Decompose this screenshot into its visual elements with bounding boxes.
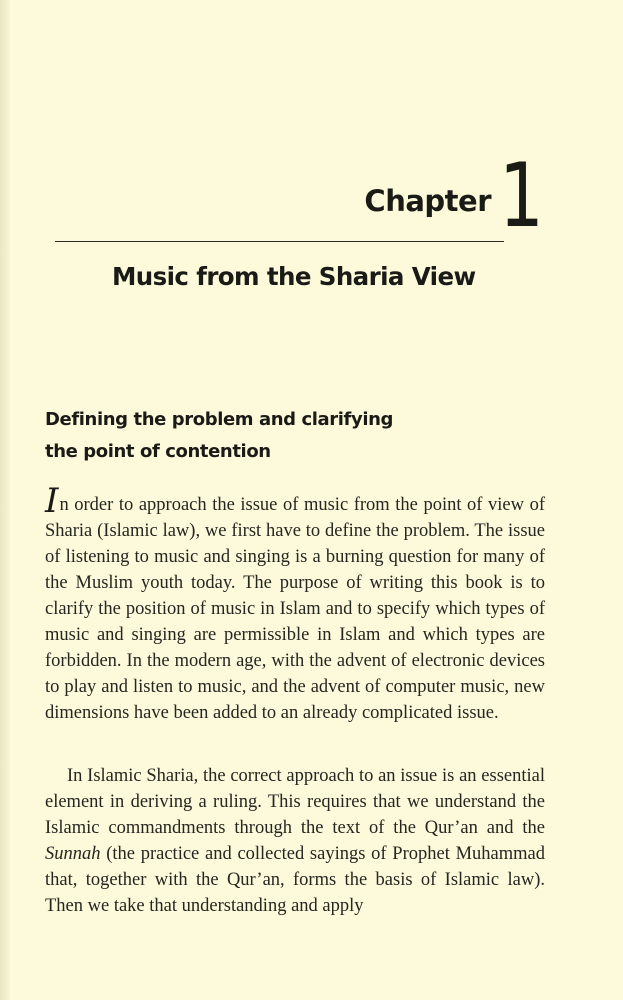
paragraph-2-block (45, 763, 545, 919)
chapter-heading (364, 144, 555, 247)
chapter-number: 1 (499, 144, 544, 247)
chapter-title: Music from the Sharia View (112, 262, 476, 291)
section-heading (45, 404, 525, 468)
chapter-label: Chapter (364, 184, 491, 218)
paragraph-2-text-a: In Islamic Sharia, the correct approach to an issue is an essential element in deriving a ruling. This requires that we understand the Islamic commandments through the text of the Qur’an and the (45, 766, 545, 838)
paragraph-2-text-b: (the practice and collected sayings of Prophet Muhammad that, together with the Qur’an, forms the basis of Islamic law). Then we take that understanding and apply (45, 844, 545, 916)
chapter-divider (55, 241, 504, 242)
paragraph-2-italic-term: Sunnah (45, 844, 101, 864)
paragraph-2 (45, 763, 545, 919)
section-heading-line-2: the point of contention (45, 441, 271, 462)
section-heading-line-1: Defining the problem and clarifying (45, 409, 393, 430)
paragraph-1-text: n order to approach the issue of music from the point of view of Sharia (Islamic law), we first have to define the problem. The issue of listening to music and singing is a burning question for many of the Muslim youth today. The purpose of writing this book is to clarify the position of music in Islam and to specify which types of music and singing are permissible in Islam and which types are forbidden. In the modern age, with the advent of electronic devices to play and listen to music, and the advent of computer music, new dimensions have been added to an already complicated issue. (45, 495, 545, 723)
paragraph-1 (45, 481, 545, 726)
drop-initial: I (45, 481, 59, 521)
page-binding-edge (0, 0, 10, 1000)
